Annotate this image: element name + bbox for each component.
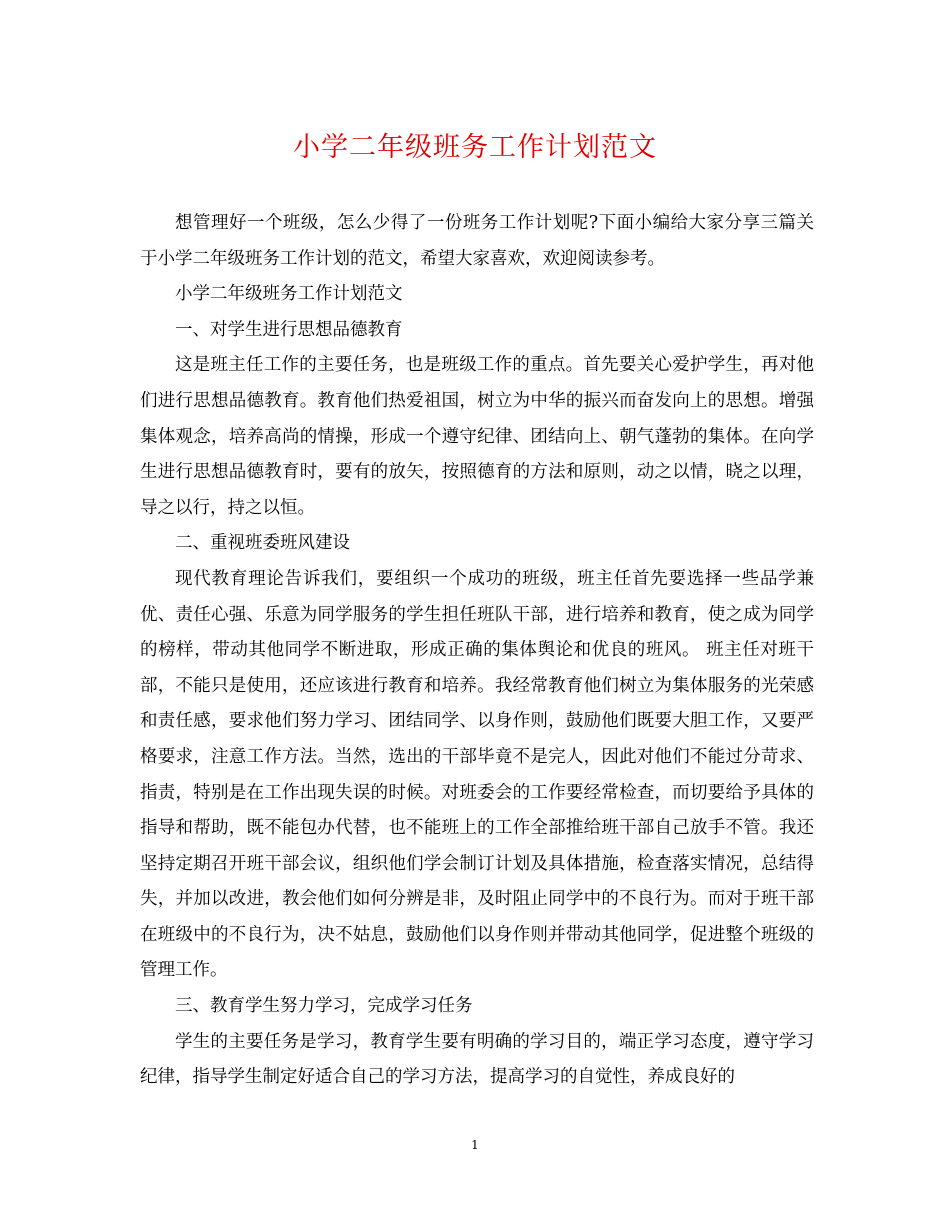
page-number: 1 xyxy=(471,1138,479,1152)
section-title: 小学二年级班务工作计划范文 xyxy=(175,284,403,305)
heading-3: 三、教育学生努力学习，完成学习任务 xyxy=(175,996,473,1017)
paragraph-3: 学生的主要任务是学习，教育学生要有明确的学习目的，端正学习态度，遵守学习纪律，指导学生制定好适合自己的学习方法，提高学习的自觉性，养成良好的 xyxy=(140,1031,814,1088)
heading-1: 一、对学生进行思想品德教育 xyxy=(175,319,403,340)
intro-paragraph: 想管理好一个班级，怎么少得了一份班务工作计划呢?下面小编给大家分享三篇关于小学二年级班务工作计划的范文，希望大家喜欢，欢迎阅读参考。 xyxy=(140,213,814,269)
heading-2: 二、重视班委班风建设 xyxy=(175,533,350,554)
document-body xyxy=(140,206,814,1096)
document-title: 小学二年级班务工作计划范文 xyxy=(293,132,657,163)
paragraph-1: 这是班主任工作的主要任务，也是班级工作的重点。首先要关心爱护学生，再对他们进行思想品德教育。教育他们热爱祖国，树立为中华的振兴而奋发向上的思想。增强集体观念，培养高尚的情操，形成一个遵守纪律、团结向上、朝气蓬勃的集体。在向学生进行思想品德教育时，要有的放矢，按照德育的方法和原则，动之以情，晓之以理，导之以行，持之以恒。 xyxy=(140,355,814,518)
paragraph-2: 现代教育理论告诉我们，要组织一个成功的班级，班主任首先要选择一些品学兼优、责任心强、乐意为同学服务的学生担任班队干部，进行培养和教育，使之成为同学的榜样，带动其他同学不断进取，形成正确的集体舆论和优良的班风。 班主任对班干部，不能只是使用，还应该进行教育和培养。我经常教育他们树立为集体服务的光荣感和责任感，要求他们努力学习、团结同学、以身作则，鼓励他们既要大胆工作，又要严格要求，注意工作方法。当然，选出的干部毕竟不是完人，因此对他们不能过分苛求、指责，特别是在工作出现失误的时候。对班委会的工作要经常检查，而切要给予具体的指导和帮助，既不能包办代替，也不能班上的工作全部推给班干部自己放手不管。我还坚持定期召开班干部会议，组织他们学会制订计划及具体措施，检查落实情况，总结得失，并加以改进，教会他们如何分辨是非，及时阻止同学中的不良行为。而对于班干部在班级中的不良行为，决不姑息，鼓励他们以身作则并带动其他同学，促进整个班级的管理工作。 xyxy=(140,568,814,981)
